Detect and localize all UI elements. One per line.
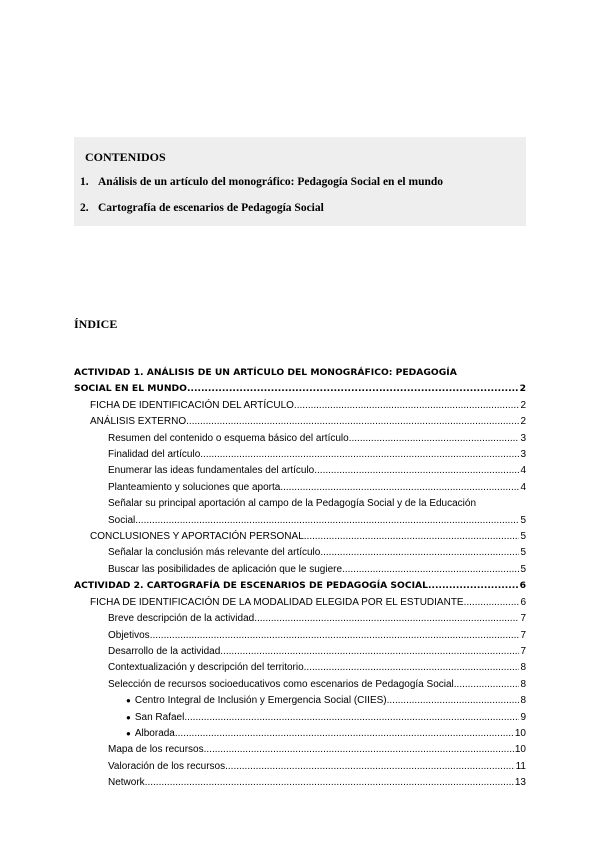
toc-page: 6 — [519, 580, 526, 592]
toc-entry-desarrollo[interactable] — [74, 644, 526, 660]
contents-item — [80, 202, 443, 228]
toc-leader — [294, 398, 520, 414]
contents-title: CONTENIDOS — [85, 150, 166, 164]
toc-leader — [186, 414, 519, 430]
toc-entry-finalidad[interactable] — [74, 447, 526, 463]
toc-text: Alborada — [134, 727, 175, 739]
toc-page: 9 — [520, 711, 526, 723]
toc-entry-actividad-1-line1[interactable]: ACTIVIDAD 1. ANÁLISIS DE UN ARTÍCULO DEL MONOGRÁFICO: PEDAGOGÍA — [74, 367, 457, 378]
contents-item-number: 2. — [80, 202, 89, 214]
toc-entry-conclusiones[interactable] — [74, 529, 526, 545]
toc-leader — [454, 677, 520, 693]
toc-page: 7 — [520, 645, 526, 657]
toc-entry-buscar[interactable] — [74, 562, 526, 578]
contents-item-number: 1. — [80, 176, 89, 188]
toc-leader — [254, 611, 519, 627]
toc-leader — [464, 595, 520, 611]
toc-text: ANÁLISIS EXTERNO — [90, 416, 187, 428]
bullet-icon: ● — [126, 728, 131, 738]
toc-page: 5 — [520, 514, 526, 526]
toc-entry-analisis-externo[interactable] — [74, 414, 526, 430]
toc-leader — [304, 660, 520, 676]
toc-leader — [389, 693, 519, 709]
toc-leader — [187, 381, 519, 397]
bullet-icon: ● — [126, 712, 131, 722]
toc-page: 5 — [520, 531, 526, 543]
toc-leader — [225, 759, 515, 775]
toc-text: SOCIAL EN EL MUNDO — [74, 383, 187, 395]
toc-entry-objetivos[interactable] — [74, 628, 526, 644]
toc-page: 7 — [520, 629, 526, 641]
toc-leader — [145, 775, 514, 791]
toc-page: 2 — [520, 416, 526, 428]
toc-text: Enumerar las ideas fundamentales del artículo — [108, 465, 315, 477]
toc-entry-planteamiento[interactable] — [74, 480, 526, 496]
toc-text: San Rafael — [134, 711, 185, 723]
toc-text: Finalidad del artículo — [108, 449, 201, 461]
toc-entry-enumerar[interactable] — [74, 463, 526, 479]
toc-page: 7 — [520, 613, 526, 625]
toc-leader — [135, 513, 519, 529]
toc-text: Contextualización y descripción del territorio — [108, 662, 304, 674]
toc-text: Objetivos — [108, 629, 150, 641]
toc-text: Centro Integral de Inclusión y Emergencia Social (CIIES). — [134, 695, 390, 707]
toc-page: 4 — [520, 465, 526, 477]
toc-page: 3 — [520, 432, 526, 444]
toc-page: 8 — [520, 662, 526, 674]
toc-entry-contextualizacion[interactable] — [74, 660, 526, 676]
toc-text: CONCLUSIONES Y APORTACIÓN PERSONAL — [90, 531, 304, 543]
toc-entry-mapa[interactable] — [74, 742, 526, 758]
toc-text: Señalar la conclusión más relevante del artículo — [108, 547, 321, 559]
toc-entry-alborada[interactable] — [74, 726, 526, 742]
toc-entry-resumen[interactable] — [74, 431, 526, 447]
toc-page: 2 — [519, 383, 526, 395]
toc-leader — [304, 529, 520, 545]
toc-entry-centro-integral[interactable] — [74, 693, 526, 709]
toc-entry-breve[interactable] — [74, 611, 526, 627]
toc-entry-network[interactable] — [74, 775, 526, 791]
toc-page: 6 — [520, 596, 526, 608]
contents-item-text: Análisis de un artículo del monográfico: Pedagogía Social en el mundo — [98, 176, 444, 188]
toc-entry-ficha-articulo[interactable] — [74, 398, 526, 414]
toc-leader — [175, 726, 514, 742]
toc-page: 5 — [520, 563, 526, 575]
toc-text: Network — [108, 777, 145, 789]
toc-entry-conclusion-relevante[interactable] — [74, 545, 526, 561]
bullet-icon: ● — [126, 696, 131, 706]
toc-entry-ficha-modalidad[interactable] — [74, 595, 526, 611]
toc-text: Mapa de los recursos — [108, 744, 204, 756]
toc-entry-valoracion[interactable] — [74, 759, 526, 775]
toc-entry-actividad-2[interactable] — [74, 578, 526, 594]
toc-entry-actividad-1[interactable] — [74, 381, 526, 397]
toc-text: Buscar las posibilidades de aplicación que le sugiere — [108, 563, 343, 575]
toc-leader — [200, 447, 519, 463]
toc-text: Planteamiento y soluciones que aporta — [108, 481, 281, 493]
toc-leader — [184, 710, 519, 726]
toc-page: 4 — [520, 481, 526, 493]
toc-text: Resumen del contenido o esquema básico del artículo — [108, 432, 349, 444]
table-of-contents — [74, 365, 526, 792]
toc-page: 8 — [520, 695, 526, 707]
contents-item-text: Cartografía de escenarios de Pedagogía Social — [98, 202, 324, 214]
toc-entry-san-rafael[interactable] — [74, 710, 526, 726]
toc-text: FICHA DE IDENTIFICACIÓN DEL ARTÍCULO — [90, 399, 294, 411]
toc-page: 10 — [514, 744, 526, 756]
toc-text: FICHA DE IDENTIFICACIÓN DE LA MODALIDAD ELEGIDA POR EL ESTUDIANTE — [90, 596, 464, 608]
toc-leader — [150, 628, 520, 644]
toc-leader — [428, 578, 519, 594]
toc-page: 10 — [514, 727, 526, 739]
toc-text: Social — [108, 514, 136, 526]
toc-text: Valoración de los recursos — [108, 760, 226, 772]
toc-leader — [349, 431, 520, 447]
toc-leader — [314, 463, 519, 479]
toc-page: 11 — [515, 760, 526, 772]
toc-text: Selección de recursos socioeducativos como escenarios de Pedagogía Social — [108, 678, 454, 690]
toc-page: 2 — [520, 399, 526, 411]
toc-leader — [220, 644, 519, 660]
contents-list — [80, 176, 443, 228]
toc-leader — [342, 562, 519, 578]
toc-text: Desarrollo de la actividad — [108, 645, 221, 657]
toc-entry-seleccion[interactable] — [74, 677, 526, 693]
contents-item — [80, 176, 443, 202]
toc-leader — [204, 742, 514, 758]
toc-leader — [320, 545, 519, 561]
toc-leader — [280, 480, 519, 496]
toc-text: Breve descripción de la actividad — [108, 613, 255, 625]
index-title: ÍNDICE — [74, 317, 118, 331]
toc-page: 5 — [520, 547, 526, 559]
toc-entry-senalar-line1[interactable]: Señalar su principal aportación al campo de la Pedagogía Social y de la Educación — [108, 498, 477, 510]
toc-text: ACTIVIDAD 2. CARTOGRAFÍA DE ESCENARIOS DE PEDAGOGÍA SOCIAL — [74, 580, 428, 592]
toc-page: 8 — [520, 678, 526, 690]
toc-entry-senalar[interactable] — [74, 513, 526, 529]
toc-page: 13 — [514, 777, 526, 789]
toc-page: 3 — [520, 449, 526, 461]
